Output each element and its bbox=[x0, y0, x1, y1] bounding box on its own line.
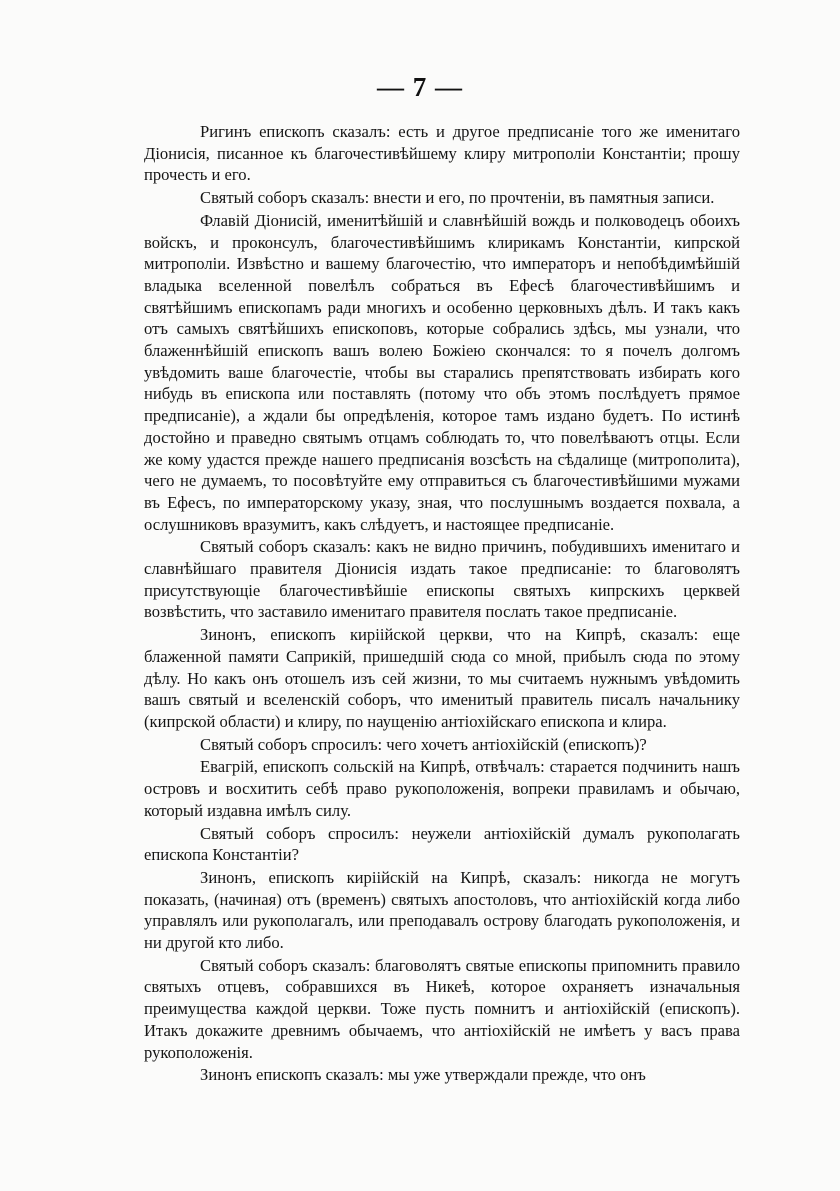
paragraph: Святый соборъ сказалъ: внести и его, по прочтеніи, въ памятныя записи. bbox=[200, 188, 715, 208]
page-number: — 7 — bbox=[377, 72, 463, 102]
paragraph: Святый соборъ спросилъ: чего хочетъ антіохійскій (епископъ)? bbox=[200, 734, 647, 754]
paragraph: Зинонъ епископъ сказалъ: мы уже утверждали прежде, что онъ bbox=[200, 1065, 646, 1085]
paragraph: Зинонъ, епископъ киріійскій на Кипрѣ, сказалъ: никогда не могутъ показать, (начиная) отъ (временъ) святыхъ апостоловъ, что антіохійскій когда либо управлялъ или рукополагалъ, или преподавалъ острову благодать рукоположенія, и ни другой кто либо. bbox=[144, 867, 740, 953]
paragraph: Флавій Діонисій, именитѣйшій и славнѣйшій вождь и полководецъ обоихъ войскъ, и проконсулъ, благочестивѣйшимъ клирикамъ Константіи, кипрской митрополіи. Извѣстно и вашему благочестію, что императоръ и непобѣдимѣйшій владыка вселенной повелѣлъ собраться въ Ефесѣ благочестивѣйшимъ и святѣйшимъ епископамъ ради многихъ и особенно церковныхъ дѣлъ. И такъ какъ отъ самыхъ святѣйшихъ епископовъ, которые собрались здѣсь, мы узнали, что блаженнѣйшій епископъ вашъ волею Божіею скончался: то я почелъ долгомъ увѣдомить ваше благочестіе, чтобы вы старались препятствовать избирать кого нибудь въ епископа или поставлять (потому что объ этомъ послѣдуетъ прямое предписаніе), а ждали бы опредѣленія, которое тамъ издано будетъ. По истинѣ достойно и праведно святымъ отцамъ соблюдать то, что повелѣваютъ отцы. Если же кому удастся прежде нашего предписанія возсѣсть на сѣдалище (митрополита), чего не думаемъ, то посовѣтуйте ему отправиться съ благочестивѣйшими мужами въ Ефесъ, по императорскому указу, зная, что послушнымъ воздается похвала, а ослушниковъ вразумитъ, какъ слѣдуетъ, и настоящее предписаніе. bbox=[144, 210, 740, 534]
body-text bbox=[144, 121, 740, 1087]
paragraph: Евагрій, епископъ сольскій на Кипрѣ, отвѣчалъ: старается подчинить нашъ островъ и восхитить себѣ право рукоположенія, вопреки правиламъ и обычаю, который издавна имѣлъ силу. bbox=[144, 757, 740, 820]
paragraph: Святый соборъ сказалъ: какъ не видно причинъ, побудившихъ именитаго и славнѣйшаго правителя Діонисія издать такое предписаніе: то благоволятъ присутствующіе благочестивѣйшіе епископы святыхъ кипрскихъ церквей возвѣстить, что заставило именитаго правителя послать такое предписаніе. bbox=[144, 537, 740, 622]
paragraph: Святый соборъ сказалъ: благоволятъ святые епископы припомнить правило святыхъ отцевъ, собравшихся въ Никеѣ, которое охраняетъ изначальныя преимущества каждой церкви. Тоже пусть помнитъ и антіохійскій (епископъ). Итакъ докажите древнимъ обычаемъ, что антіохійскій не имѣетъ у васъ права рукоположенія. bbox=[144, 955, 740, 1062]
paragraph: Зинонъ, епископъ киріійской церкви, что на Кипрѣ, сказалъ: еще блаженной памяти Саприкій, пришедшій сюда со мной, прибылъ сюда по этому дѣлу. Но какъ онъ отошелъ изъ сей жизни, то мы считаемъ нужнымъ увѣдомить вашъ святый и вселенскій соборъ, что именитый правитель писалъ начальнику (кипрской области) и клиру, по наущенію антіохійскаго епископа и клира. bbox=[144, 625, 740, 731]
paragraph: Святый соборъ спросилъ: неужели антіохійскій думалъ рукополагать епископа Константіи? bbox=[144, 823, 740, 865]
paragraph: Ригинъ епископъ сказалъ: есть и другое предписаніе того же именитаго Діонисія, писанное къ благочестивѣйшему клиру митрополіи Константіи; прошу прочесть и его. bbox=[144, 122, 740, 185]
